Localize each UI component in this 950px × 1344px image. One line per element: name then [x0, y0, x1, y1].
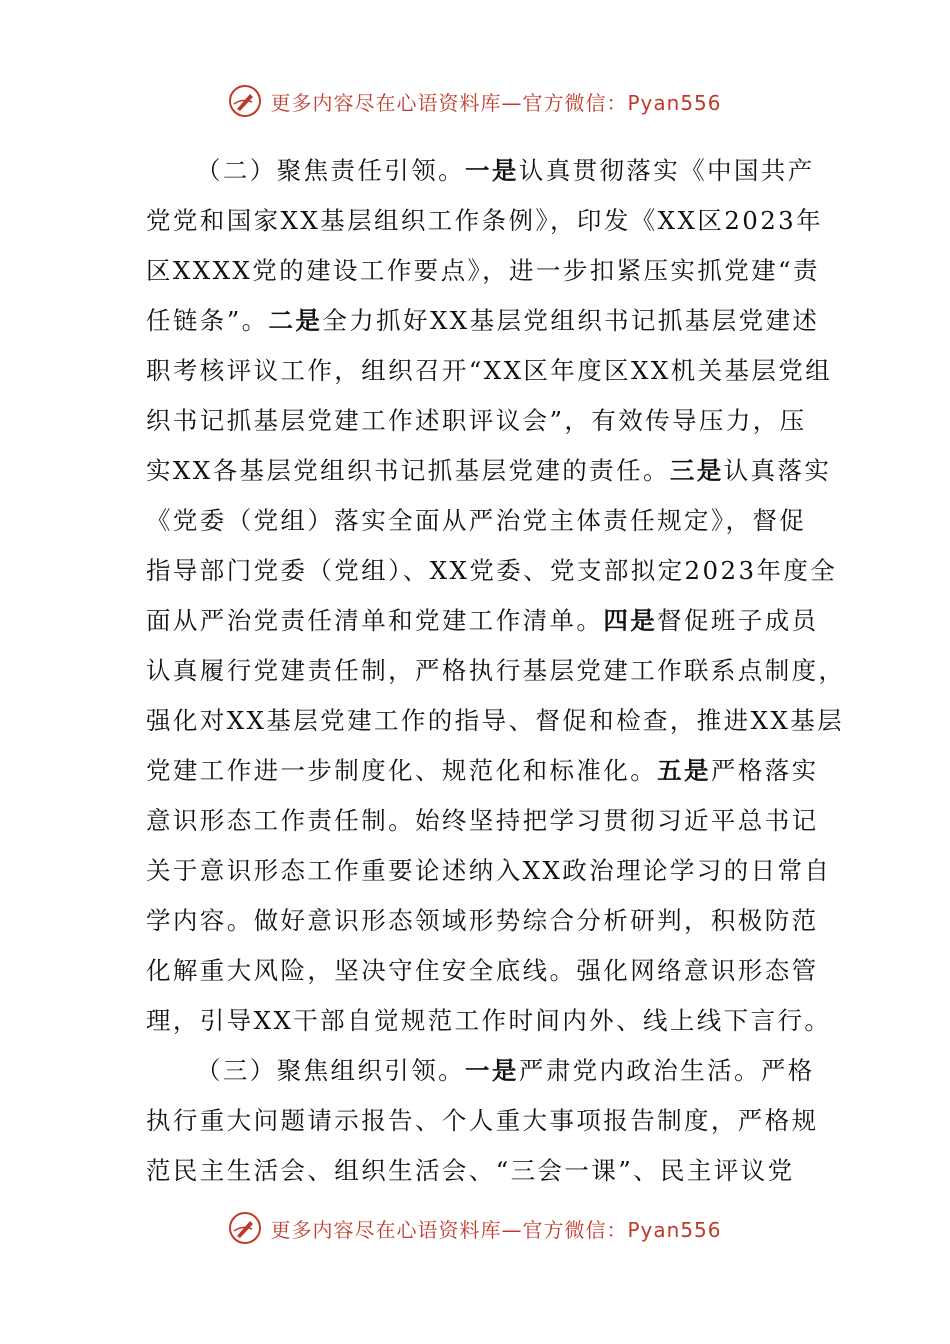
text-segment: 区XXXX党的建设工作要点》，进一步扣紧压实抓党建“责 [146, 256, 820, 285]
text-segment: 《党委（党组）落实全面从严治党主体责任规定》，督促 [146, 506, 807, 535]
watermark-text [270, 87, 721, 116]
text-line [146, 246, 820, 296]
text-segment: 职考核评议工作，组织召开“XX区年度区XX机关基层党组 [146, 356, 833, 385]
watermark-label: 更多内容尽在心语资料库—官方微信： [270, 1217, 628, 1242]
text-line [146, 646, 846, 696]
text-line [146, 296, 820, 346]
text-line [146, 196, 824, 246]
text-segment: 理，引导XX干部自觉规范工作时间内外、线上线下言行。 [146, 1006, 832, 1035]
text-segment: 关于意识形态工作重要论述纳入XX政治理论学习的日常自 [146, 856, 832, 885]
text-segment: 意识形态工作责任制。始终坚持把学习贯彻习近平总书记 [146, 806, 819, 835]
text-line [146, 746, 819, 796]
text-segment: 强化对XX基层党建工作的指导、督促和检查，推进XX基层 [146, 706, 845, 735]
watermark-text [270, 1214, 721, 1243]
text-segment: 织书记抓基层党建工作述职评议会”，有效传导压力，压 [146, 406, 807, 435]
text-line [146, 1146, 806, 1196]
text-segment: 严格落实 [710, 756, 819, 785]
text-line [146, 696, 845, 746]
pen-logo-icon [228, 1211, 262, 1245]
text-line [146, 1096, 819, 1146]
text-segment: 严肃党内政治生活。严格 [518, 1056, 815, 1085]
text-line [146, 396, 806, 446]
watermark-header [0, 84, 950, 118]
text-line [146, 996, 832, 1046]
pen-logo-icon [228, 84, 262, 118]
text-segment: （二）聚焦责任引领。 [196, 156, 465, 185]
watermark-id: Pyan556 [627, 1217, 722, 1242]
text-segment: 面从严治党责任清单和党建工作清单。 [146, 606, 604, 635]
text-segment: 督促班子成员 [657, 606, 819, 635]
emphasis-label: 四是 [603, 606, 658, 635]
text-line [146, 896, 819, 946]
text-segment: 范民主生活会、组织生活会、“三会一课”、民主评议党 [146, 1156, 795, 1185]
text-line [146, 596, 819, 646]
text-segment: 化解重大风险，坚决守住安全底线。强化网络意识形态管 [146, 956, 819, 985]
emphasis-label: 二是 [268, 306, 323, 335]
text-line [146, 946, 819, 996]
watermark-label: 更多内容尽在心语资料库—官方微信： [270, 90, 628, 115]
text-segment: 任链条”。 [146, 306, 269, 335]
text-line [146, 446, 832, 496]
text-segment: 全力抓好XX基层党组织书记抓基层党建述 [322, 306, 820, 335]
text-line [146, 496, 806, 546]
text-line [146, 846, 832, 896]
watermark-footer [0, 1211, 950, 1245]
text-segment: 执行重大问题请示报告、个人重大事项报告制度，严格规 [146, 1106, 819, 1135]
watermark-id: Pyan556 [627, 90, 722, 115]
text-line [146, 546, 838, 596]
text-line [146, 796, 819, 846]
text-segment: 实XX各基层党组织书记抓基层党建的责任。 [146, 456, 670, 485]
emphasis-label: 三是 [669, 456, 724, 485]
emphasis-label: 一是 [465, 1056, 519, 1085]
text-segment: 认真履行党建责任制，严格执行基层党建工作联系点制度， [146, 656, 846, 685]
emphasis-label: 一是 [465, 156, 519, 185]
text-segment: 认真落实 [723, 456, 832, 485]
document-body [146, 146, 846, 1196]
text-line [146, 1046, 815, 1096]
text-segment: 认真贯彻落实《中国共产 [518, 156, 815, 185]
emphasis-label: 五是 [657, 756, 711, 785]
text-segment: （三）聚焦组织引领。 [196, 1056, 465, 1085]
text-segment: 党建工作进一步制度化、规范化和标准化。 [146, 756, 658, 785]
text-segment: 党党和国家XX基层组织工作条例》，印发《XX区2023年 [146, 206, 824, 235]
text-segment: 学内容。做好意识形态领域形势综合分析研判，积极防范 [146, 906, 819, 935]
text-line [146, 346, 833, 396]
text-line [146, 146, 815, 196]
text-segment: 指导部门党委（党组）、XX党委、党支部拟定2023年度全 [146, 556, 838, 585]
